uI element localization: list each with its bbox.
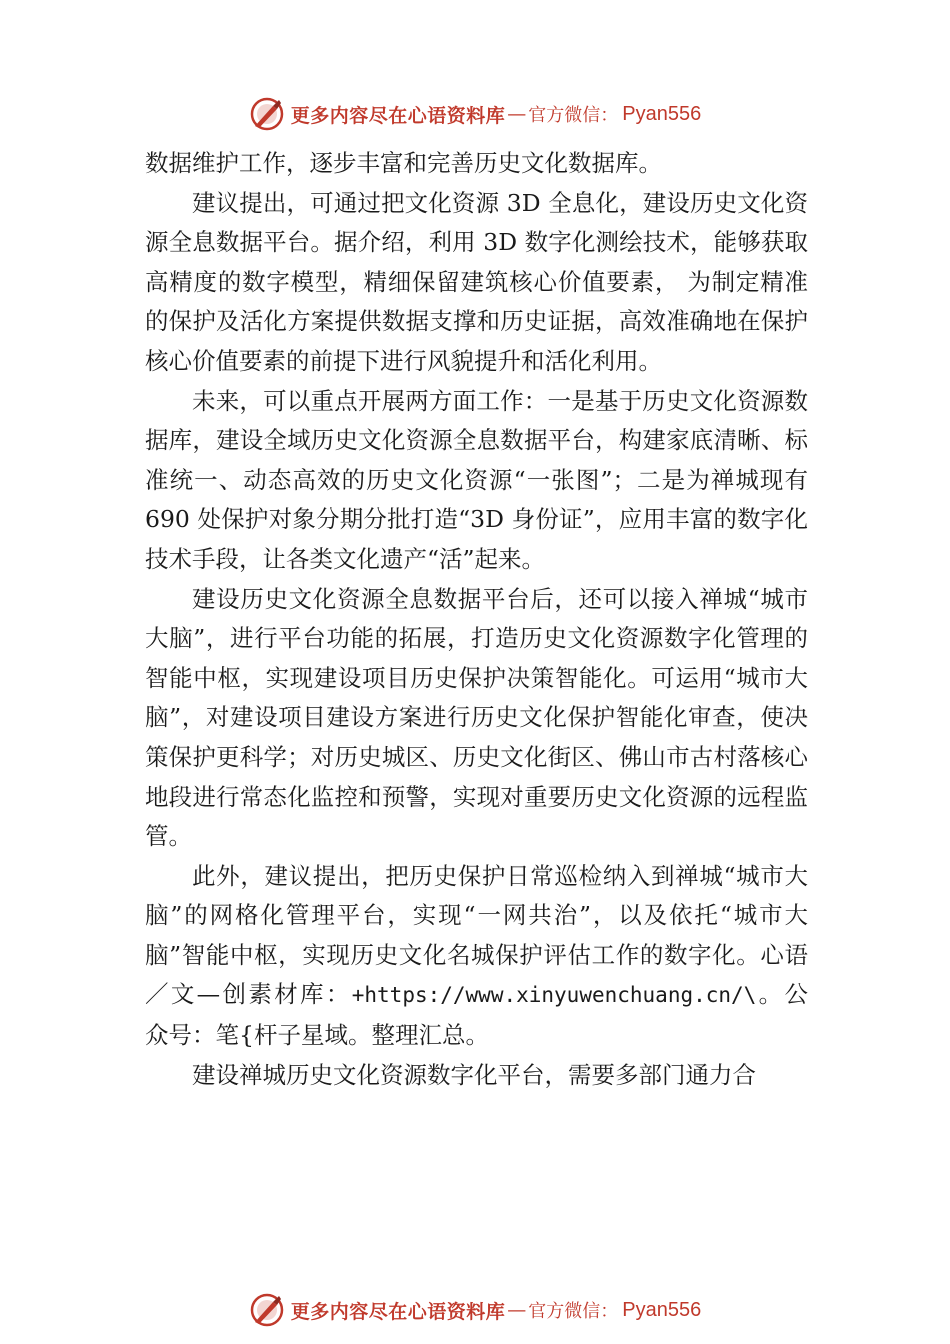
paragraph-5-text: 此外，建议提出，把历史保护日常巡检纳入到禅城“城市大脑”的网格化管理平台，实现“一网共治”，以及依托“城市大脑”智能中枢，实现历史文化名城保护评估工作的数字化。心语／文—创素材库：	[145, 861, 808, 1009]
footer-wechat-id: Pyan556	[622, 1298, 702, 1321]
footer-dash: —	[507, 1299, 527, 1321]
pen-seal-icon	[249, 1292, 285, 1328]
paragraph-1: 数据维护工作，逐步丰富和完善历史文化数据库。	[145, 149, 662, 177]
paragraph-5-tail: 。公众号：笔{杆子星域。整理汇总。	[145, 980, 809, 1050]
banner-dash: —	[507, 103, 527, 125]
pen-seal-icon	[249, 96, 285, 132]
paragraph-2: 建议提出，可通过把文化资源 3D 全息化，建设历史文化资源全息数据平台。据介绍，利用 3D 数字化测绘技术，能够获取高精度的数字模型，精细保留建筑核心价值要素， 为制定精准的保护及活化方案提供数据支撑和历史证据，高效准确地在保护核心价值要素的前提下进行风貌提升和活化利用。	[145, 188, 808, 375]
wechat-id: Pyan556	[622, 102, 702, 125]
footer-title: 更多内容尽在心语资料库	[290, 1300, 506, 1323]
source-url: +https://www.xinyuwenchuang.cn/\	[351, 983, 757, 1008]
wechat-label: 官方微信：	[528, 105, 619, 126]
paragraph-5	[145, 857, 808, 1056]
header-banner	[0, 94, 950, 134]
paragraph-6: 建设禅城历史文化资源数字化平台，需要多部门通力合	[192, 1060, 756, 1089]
document-body	[145, 144, 808, 1095]
footer-wechat-label: 官方微信：	[528, 1301, 619, 1322]
banner-title: 更多内容尽在心语资料库	[290, 104, 506, 127]
footer-banner	[0, 1290, 950, 1330]
paragraph-4: 建设历史文化资源全息数据平台后，还可以接入禅城“城市大脑”，进行平台功能的拓展，打造历史文化资源数字化管理的智能中枢，实现建设项目历史保护决策智能化。可运用“城市大脑”，对建设项目建设方案进行历史文化保护智能化审查，使决策保护更科学；对历史城区、历史文化街区、佛山市古村落核心地段进行常态化监控和预警，实现对重要历史文化资源的远程监管。	[145, 584, 808, 851]
paragraph-3: 未来，可以重点开展两方面工作：一是基于历史文化资源数据库，建设全域历史文化资源全息数据平台，构建家底清晰、标准统一、动态高效的历史文化资源“一张图”；二是为禅城现有 690 处保护对象分期分批打造“3D 身份证”，应用丰富的数字化技术手段，让各类文化遗产“活”起来。	[145, 386, 808, 573]
